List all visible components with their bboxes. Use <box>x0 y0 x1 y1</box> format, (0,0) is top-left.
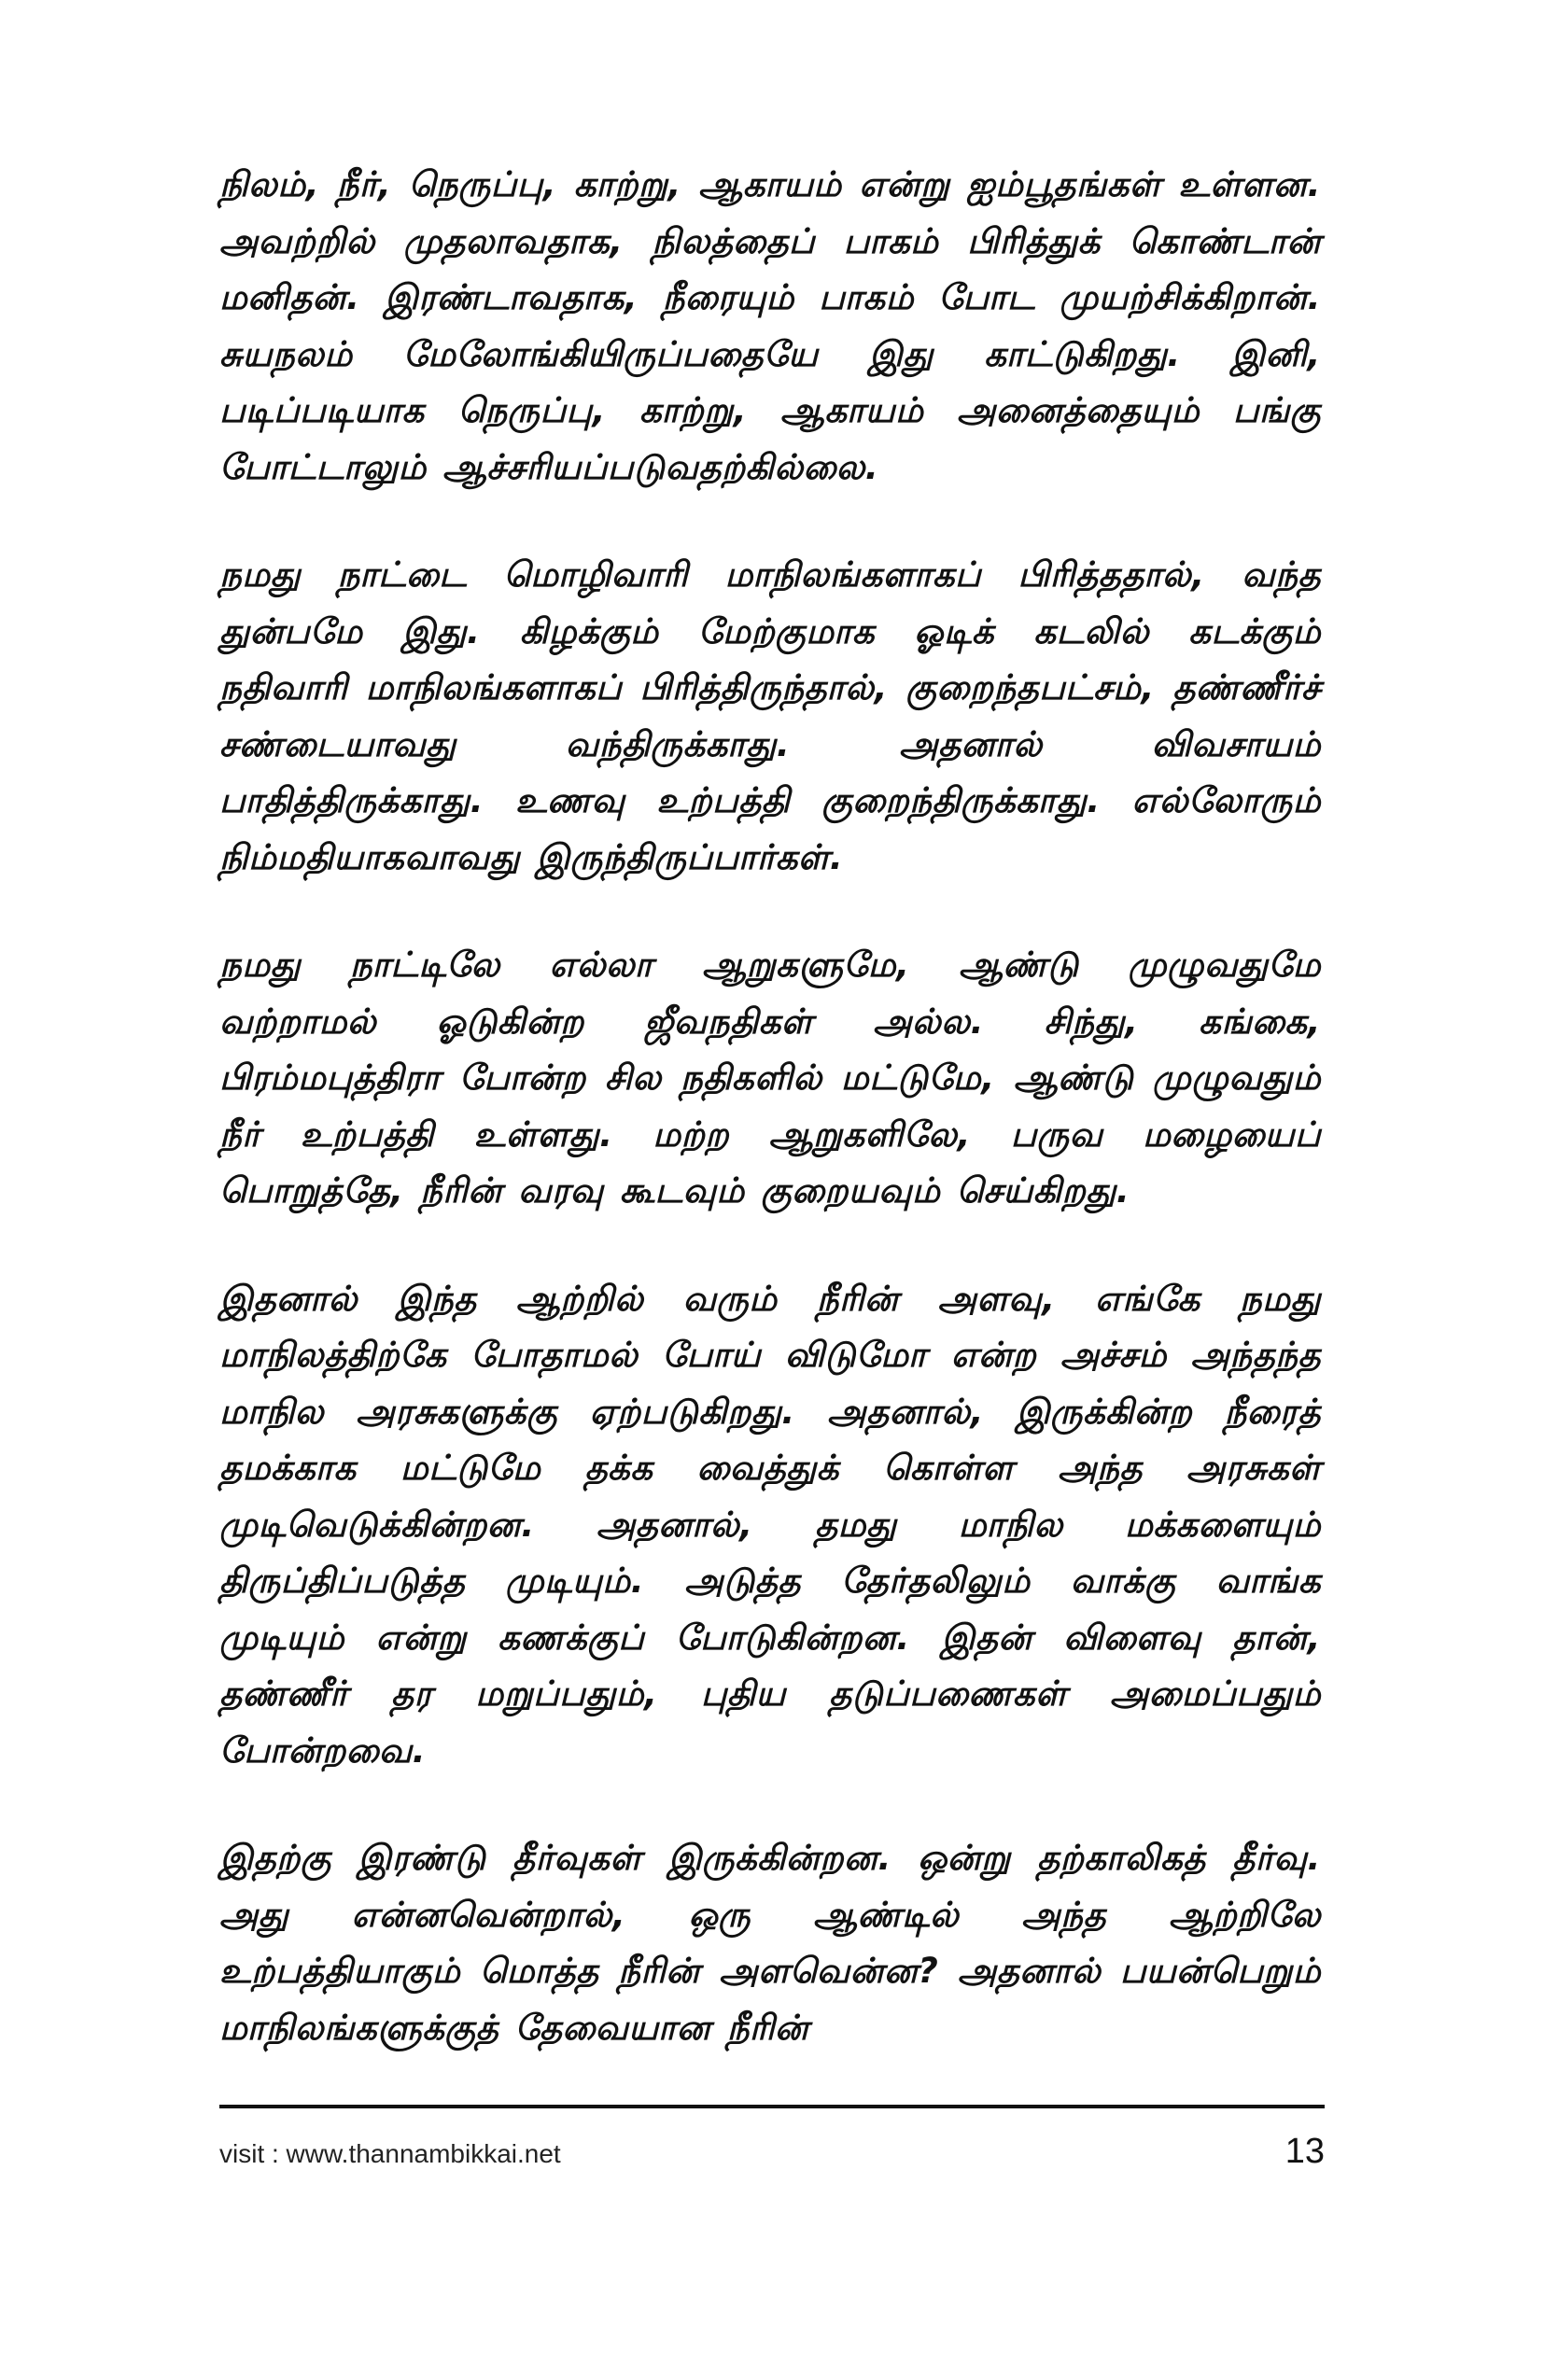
paragraph-4: இதனால் இந்த ஆற்றில் வரும் நீரின் அளவு, எங்கே நமது மாநிலத்திற்கே போதாமல் போய் விடுமோ என்ற அச்சம் அந்தந்த மாநில அரசுகளுக்கு ஏற்படுகிறது. அதனால், இருக்கின்ற நீரைத் தமக்காக மட்டுமே தக்க வைத்துக் கொள்ள அந்த அரசுகள் முடிவெடுக்கின்றன. அதனால், தமது மாநில மக்களையும் திருப்திப்படுத்த முடியும். அடுத்த தேர்தலிலும் வாக்கு வாங்க முடியும் என்று கணக்குப் போடுகின்றன. இதன் விளைவு தான், தண்ணீர் தர மறுப்பதும், புதிய தடுப்பணைகள் அமைப்பதும் போன்றவை. <box>219 1278 1321 1771</box>
page-number: 13 <box>1284 2132 1325 2171</box>
body-text <box>219 157 1321 2107</box>
paragraph-3: நமது நாட்டிலே எல்லா ஆறுகளுமே, ஆண்டு முழுவதுமே வற்றாமல் ஓடுகின்ற ஜீவநதிகள் அல்ல. சிந்து, கங்கை, பிரம்மபுத்திரா போன்ற சில நதிகளில் மட்டுமே, ஆண்டு முழுவதும் நீர் உற்பத்தி உள்ளது. மற்ற ஆறுகளிலே, பருவ மழையைப் பொறுத்தே, நீரின் வரவு கூடவும் குறையவும் செய்கிறது. <box>219 945 1321 1211</box>
footer-website: visit : www.thannambikkai.net <box>219 2139 561 2168</box>
footer-divider <box>219 2105 1325 2108</box>
paragraph-2: நமது நாட்டை மொழிவாரி மாநிலங்களாகப் பிரித்ததால், வந்த துன்பமே இது. கிழக்கும் மேற்குமாக ஓடிக் கடலில் கடக்கும் நதிவாரி மாநிலங்களாகப் பிரித்திருந்தால், குறைந்தபட்சம், தண்ணீர்ச் சண்டையாவது வந்திருக்காது. அதனால் விவசாயம் பாதித்திருக்காது. உணவு உற்பத்தி குறைந்திருக்காது. எல்லோரும் நிம்மதியாகவாவது இருந்திருப்பார்கள். <box>219 554 1321 877</box>
paragraph-5: இதற்கு இரண்டு தீர்வுகள் இருக்கின்றன. ஒன்று தற்காலிகத் தீர்வு. அது என்னவென்றால், ஒரு ஆண்டில் அந்த ஆற்றிலே உற்பத்தியாகும் மொத்த நீரின் அளவென்ன? அதனால் பயன்பெறும் மாநிலங்களுக்குத் தேவையான நீரின் <box>219 1838 1321 2048</box>
paragraph-1: நிலம், நீர், நெருப்பு, காற்று, ஆகாயம் என்று ஐம்பூதங்கள் உள்ளன. அவற்றில் முதலாவதாக, நிலத்தைப் பாகம் பிரித்துக் கொண்டான் மனிதன். இரண்டாவதாக, நீரையும் பாகம் போட முயற்சிக்கிறான். சுயநலம் மேலோங்கியிருப்பதையே இது காட்டுகிறது. இனி, படிப்படியாக நெருப்பு, காற்று, ஆகாயம் அனைத்தையும் பங்கு போட்டாலும் ஆச்சரியப்படுவதற்கில்லை. <box>219 164 1321 487</box>
